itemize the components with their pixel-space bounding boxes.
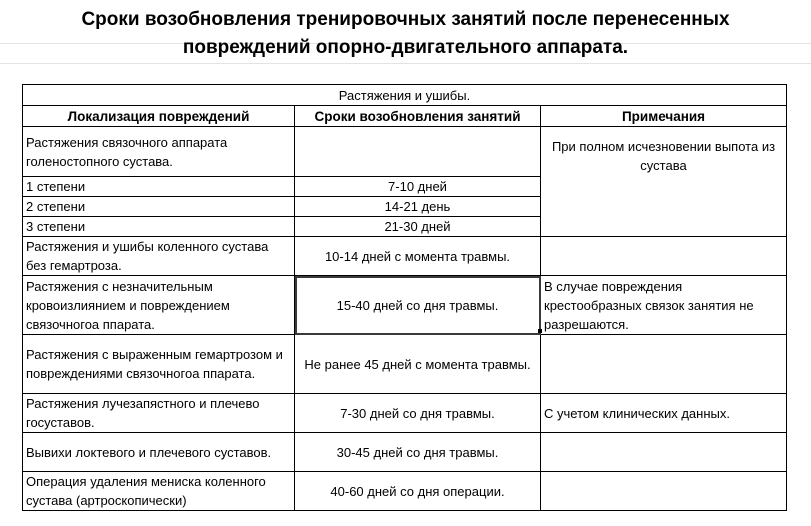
page-title-line-2: повреждений опорно-двигательного аппарата.	[182, 37, 629, 58]
cell-degree2-label[interactable]: 2 степени	[23, 197, 295, 217]
sheet-gridline	[0, 63, 811, 64]
cell-degree1-term[interactable]: 7-10 дней	[295, 177, 541, 197]
cell-meniscus-term[interactable]: 40-60 дней со дня операции.	[295, 472, 541, 511]
cell-severe-label[interactable]: Растяжения с выраженным гемартрозом и повреждениями связочногоа ппарата.	[23, 335, 295, 394]
header-terms[interactable]: Сроки возобновления занятий	[295, 106, 541, 127]
cell-minor-label[interactable]: Растяжения с незначительным кровоизлиянием и повреждением связочногоа ппарата.	[23, 276, 295, 335]
cell-minor-note[interactable]: В случае повреждения крестообразных связок занятия не разрешаются.	[541, 276, 787, 335]
cell-minor-term-selected[interactable]: 15-40 дней со дня травмы.	[295, 276, 541, 335]
cell-degree3-term[interactable]: 21-30 дней	[295, 217, 541, 237]
cell-severe-term[interactable]: Не ранее 45 дней с момента травмы.	[295, 335, 541, 394]
page-title	[0, 6, 811, 62]
cell-knee-label[interactable]: Растяжения и ушибы коленного сустава без гемартроза.	[23, 237, 295, 276]
cell-wrist-note[interactable]: С учетом клинических данных.	[541, 394, 787, 433]
cell-meniscus-note-empty[interactable]	[541, 472, 787, 511]
cell-elbow-label[interactable]: Вывихи локтевого и плечевого суставов.	[23, 433, 295, 472]
cell-degree3-label[interactable]: 3 степени	[23, 217, 295, 237]
cell-ankle-title[interactable]: Растяжения связочного аппарата голеностопного сустава.	[23, 127, 295, 177]
cell-knee-note-empty[interactable]	[541, 237, 787, 276]
cell-ankle-note[interactable]: При полном исчезновении выпота из сустава	[541, 127, 787, 237]
cell-knee-term[interactable]: 10-14 дней с момента травмы.	[295, 237, 541, 276]
cell-wrist-label[interactable]: Растяжения лучезапястного и плечево госуставов.	[23, 394, 295, 433]
cell-elbow-term[interactable]: 30-45 дней со дня травмы.	[295, 433, 541, 472]
cell-degree1-label[interactable]: 1 степени	[23, 177, 295, 197]
selection-fill-handle[interactable]	[538, 329, 542, 333]
cell-meniscus-label[interactable]: Операция удаления мениска коленного сустава (артроскопически)	[23, 472, 295, 511]
header-localization[interactable]: Локализация повреждений	[23, 106, 295, 127]
cell-severe-note-empty[interactable]	[541, 335, 787, 394]
injury-terms-table	[22, 84, 787, 511]
header-notes[interactable]: Примечания	[541, 106, 787, 127]
page-title-line-1: Сроки возобновления тренировочных занятий после перенесенных	[81, 9, 730, 30]
cell-degree2-term[interactable]: 14-21 день	[295, 197, 541, 217]
cell-wrist-term[interactable]: 7-30 дней со дня травмы.	[295, 394, 541, 433]
cell-elbow-note-empty[interactable]	[541, 433, 787, 472]
section-header-cell[interactable]: Растяжения и ушибы.	[23, 85, 787, 106]
cell-ankle-term-empty[interactable]	[295, 127, 541, 177]
